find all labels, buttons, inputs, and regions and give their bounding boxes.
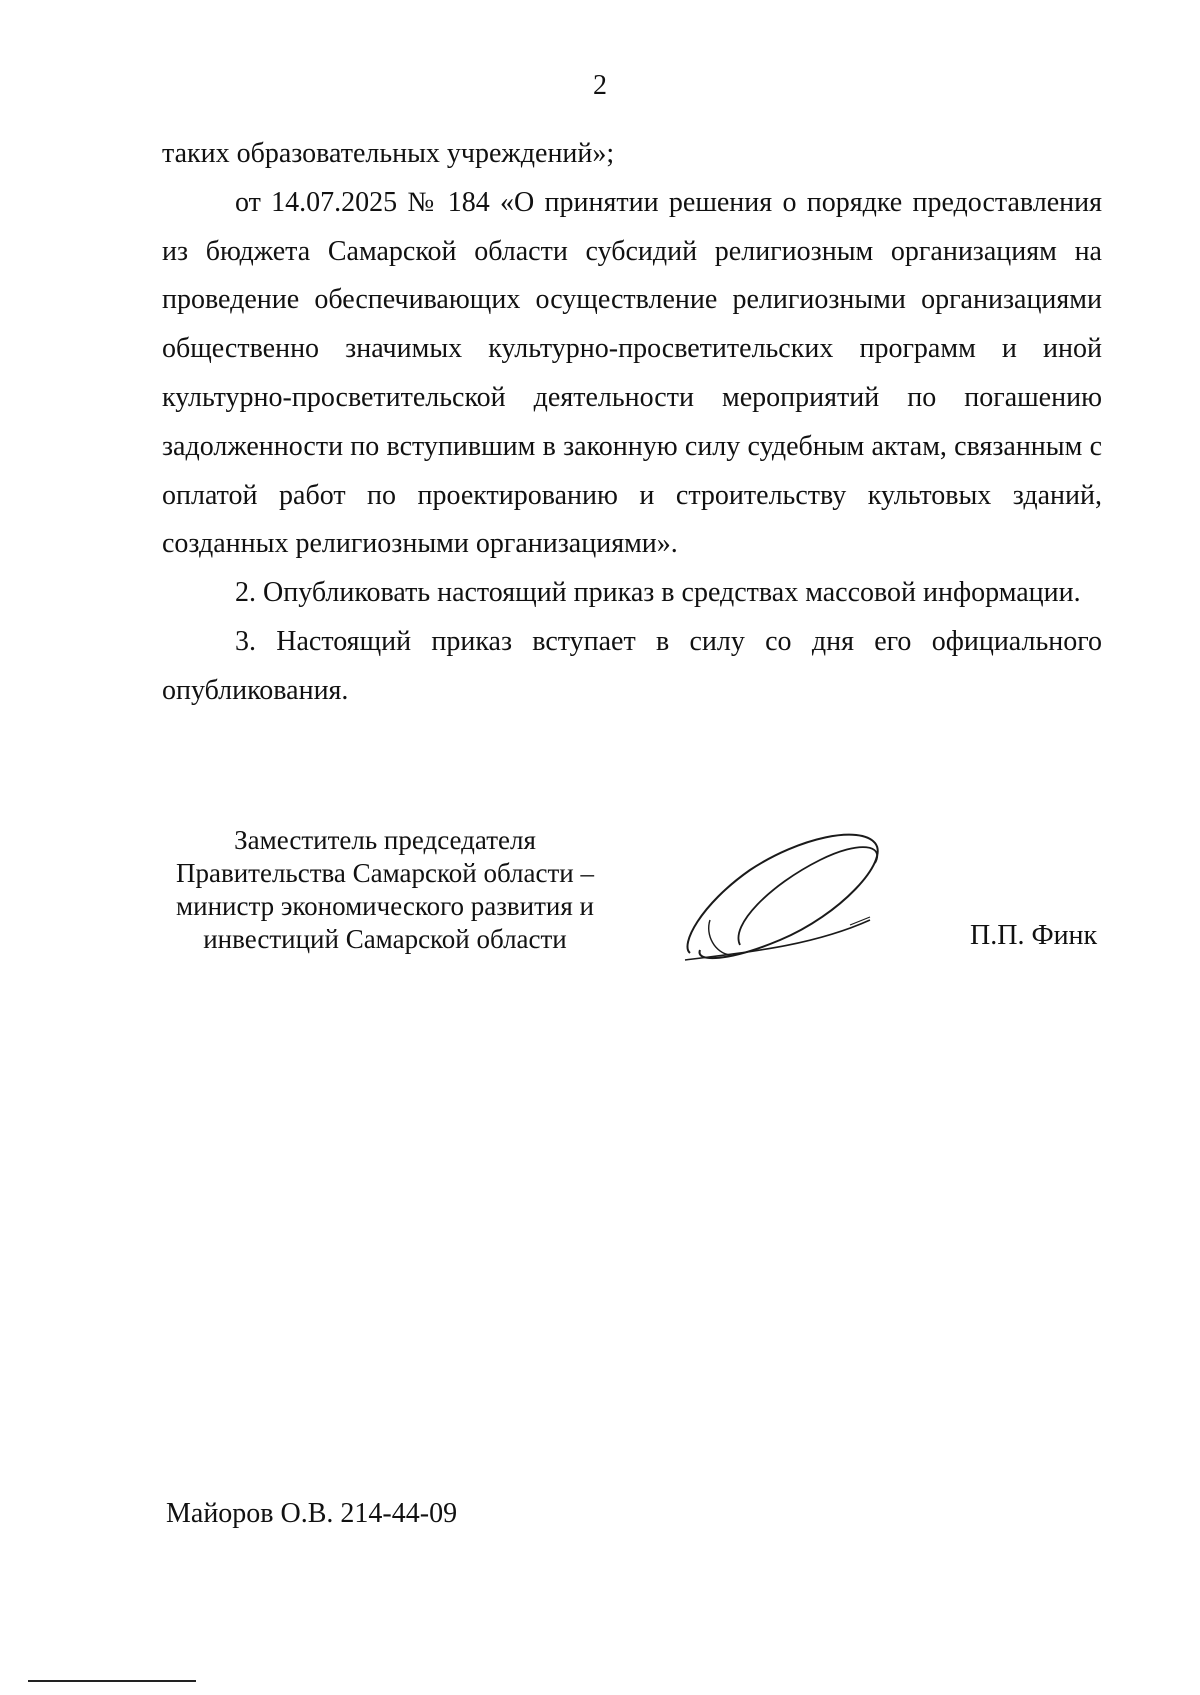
- signatory-title-line: Правительства Самарской области –: [176, 858, 594, 888]
- paragraph-order-reference: от 14.07.2025 № 184 «О принятии решения о порядке предоставления из бюджета Самарской области субсидий религиозным организациям на проведение обеспечивающих осуществление религиозными организациями общественно значимых культурно-просветительских программ и иной культурно-просветительской деятельности мероприятий по погашению задолженности по вступившим в законную силу судебным актам, связанным с оплатой работ по проектированию и строительству культовых зданий, созданных религиозными организациями».: [162, 186, 1102, 560]
- bottom-rule: [28, 1680, 196, 1682]
- document-body: [162, 130, 1102, 716]
- paragraph-continuation: таких образовательных учреждений»;: [162, 138, 615, 169]
- paragraph-item-3: 3. Настоящий приказ вступает в силу со дня его официального опубликования.: [162, 625, 1102, 706]
- signatory-title-line: Заместитель председателя: [234, 825, 536, 855]
- signatory-title-line: министр экономического развития и: [176, 891, 594, 921]
- executor-contact: Майоров О.В. 214-44-09: [166, 1498, 458, 1529]
- handwritten-signature: [670, 825, 920, 965]
- page-number: 2: [593, 70, 607, 101]
- signatory-name: П.П. Финк: [970, 920, 1098, 951]
- paragraph-item-2: 2. Опубликовать настоящий приказ в средствах массовой информации.: [235, 577, 1081, 609]
- signatory-title: [150, 824, 620, 956]
- signatory-title-line: инвестиций Самарской области: [203, 924, 567, 954]
